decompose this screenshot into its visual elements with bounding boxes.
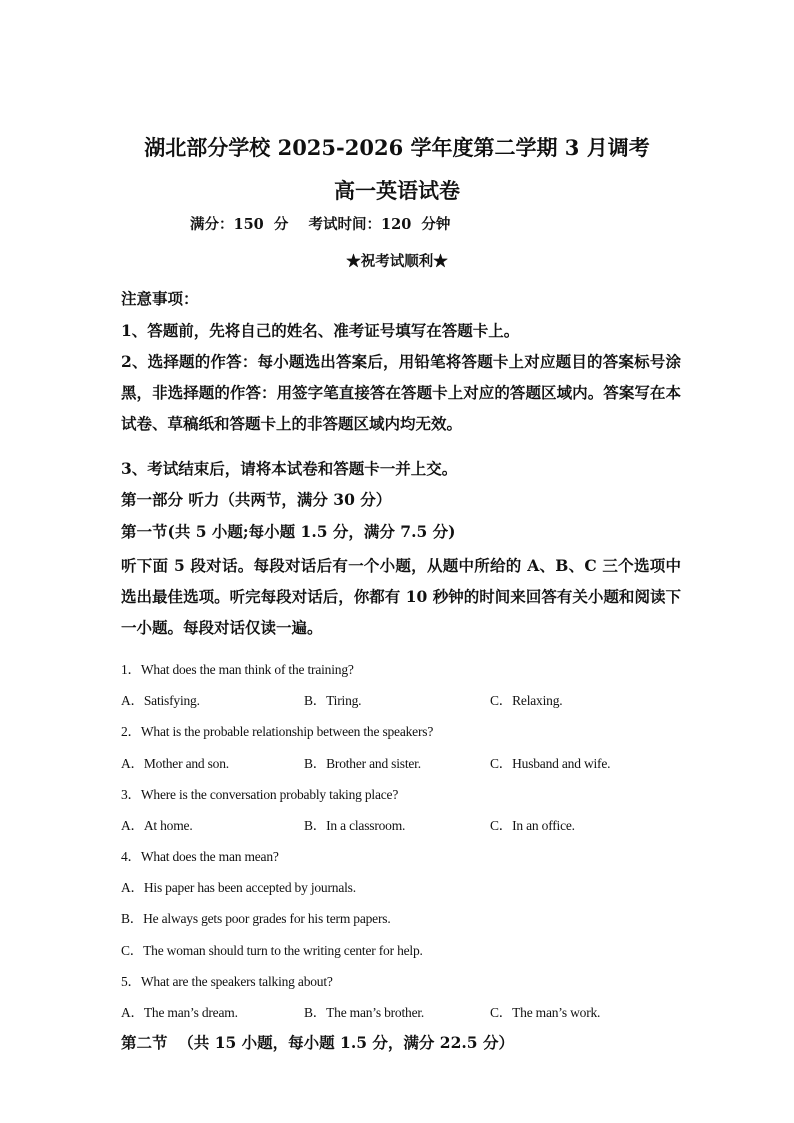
question-3-option-b: B．In a classroom. xyxy=(304,818,406,833)
score-time-info: 满分：150 分 考试时间：120 分钟 xyxy=(190,216,451,233)
exam-subtitle: 高一英语试卷 xyxy=(334,178,460,203)
question-2-stem: 2．What is the probable relationship between the speakers? xyxy=(121,724,434,739)
blessing-line: ★祝考试顺利★ xyxy=(346,253,448,270)
note-item-1: 1、答题前，先将自己的姓名、准考证号填写在答题卡上。 xyxy=(121,321,520,340)
question-5-option-a: A．The man’s dream. xyxy=(121,1005,238,1020)
question-1-option-a: A．Satisfying. xyxy=(121,693,200,708)
section2-heading: 第二节 （共 15 小题，每小题 1.5 分，满分 22.5 分） xyxy=(121,1033,514,1052)
question-5-stem: 5．What are the speakers talking about? xyxy=(121,974,333,989)
section1-instructions: 听下面 5 段对话。每段对话后有一个小题，从题中所给的 A、B、C 三个选项中选出最佳选项。听完每段对话后，你都有 10 秒钟的时间来回答有关小题和阅读下一小题。每段对话仅读一遍。 xyxy=(121,556,681,637)
section1-heading: 第一节(共 5 小题;每小题 1.5 分，满分 7.5 分) xyxy=(121,522,456,541)
exam-title: 湖北部分学校 2025-2026 学年度第二学期 3 月调考 xyxy=(144,135,650,160)
notes-heading: 注意事项： xyxy=(121,289,199,308)
note-item-2: 2、选择题的作答：每小题选出答案后，用铅笔将答题卡上对应题目的答案标号涂黑，非选择题的作答：用签字笔直接答在答题卡上对应的答题区域内。答案写在本试卷、草稿纸和答题卡上的非答题区域内均无效。 xyxy=(121,352,681,433)
note-item-3: 3、考试结束后，请将本试卷和答题卡一并上交。 xyxy=(121,459,458,478)
question-4-option-a: A．His paper has been accepted by journals. xyxy=(121,880,356,895)
question-2-option-a: A．Mother and son. xyxy=(121,756,229,771)
question-3-stem: 3．Where is the conversation probably taking place? xyxy=(121,787,399,802)
question-2-option-c: C．Husband and wife. xyxy=(490,756,611,771)
question-3-option-c: C．In an office. xyxy=(490,818,575,833)
question-4-stem: 4．What does the man mean? xyxy=(121,849,279,864)
question-4-option-b: B．He always gets poor grades for his term papers. xyxy=(121,911,391,926)
question-2-option-b: B．Brother and sister. xyxy=(304,756,421,771)
question-5-option-c: C．The man’s work. xyxy=(490,1005,601,1020)
question-5-option-b: B．The man’s brother. xyxy=(304,1005,425,1020)
question-1-option-b: B．Tiring. xyxy=(304,693,362,708)
part1-heading: 第一部分 听力（共两节，满分 30 分） xyxy=(121,490,392,509)
question-4-option-c: C．The woman should turn to the writing center for help. xyxy=(121,943,423,958)
question-1-option-c: C．Relaxing. xyxy=(490,693,563,708)
question-1-stem: 1．What does the man think of the training? xyxy=(121,662,354,677)
question-3-option-a: A．At home. xyxy=(121,818,193,833)
